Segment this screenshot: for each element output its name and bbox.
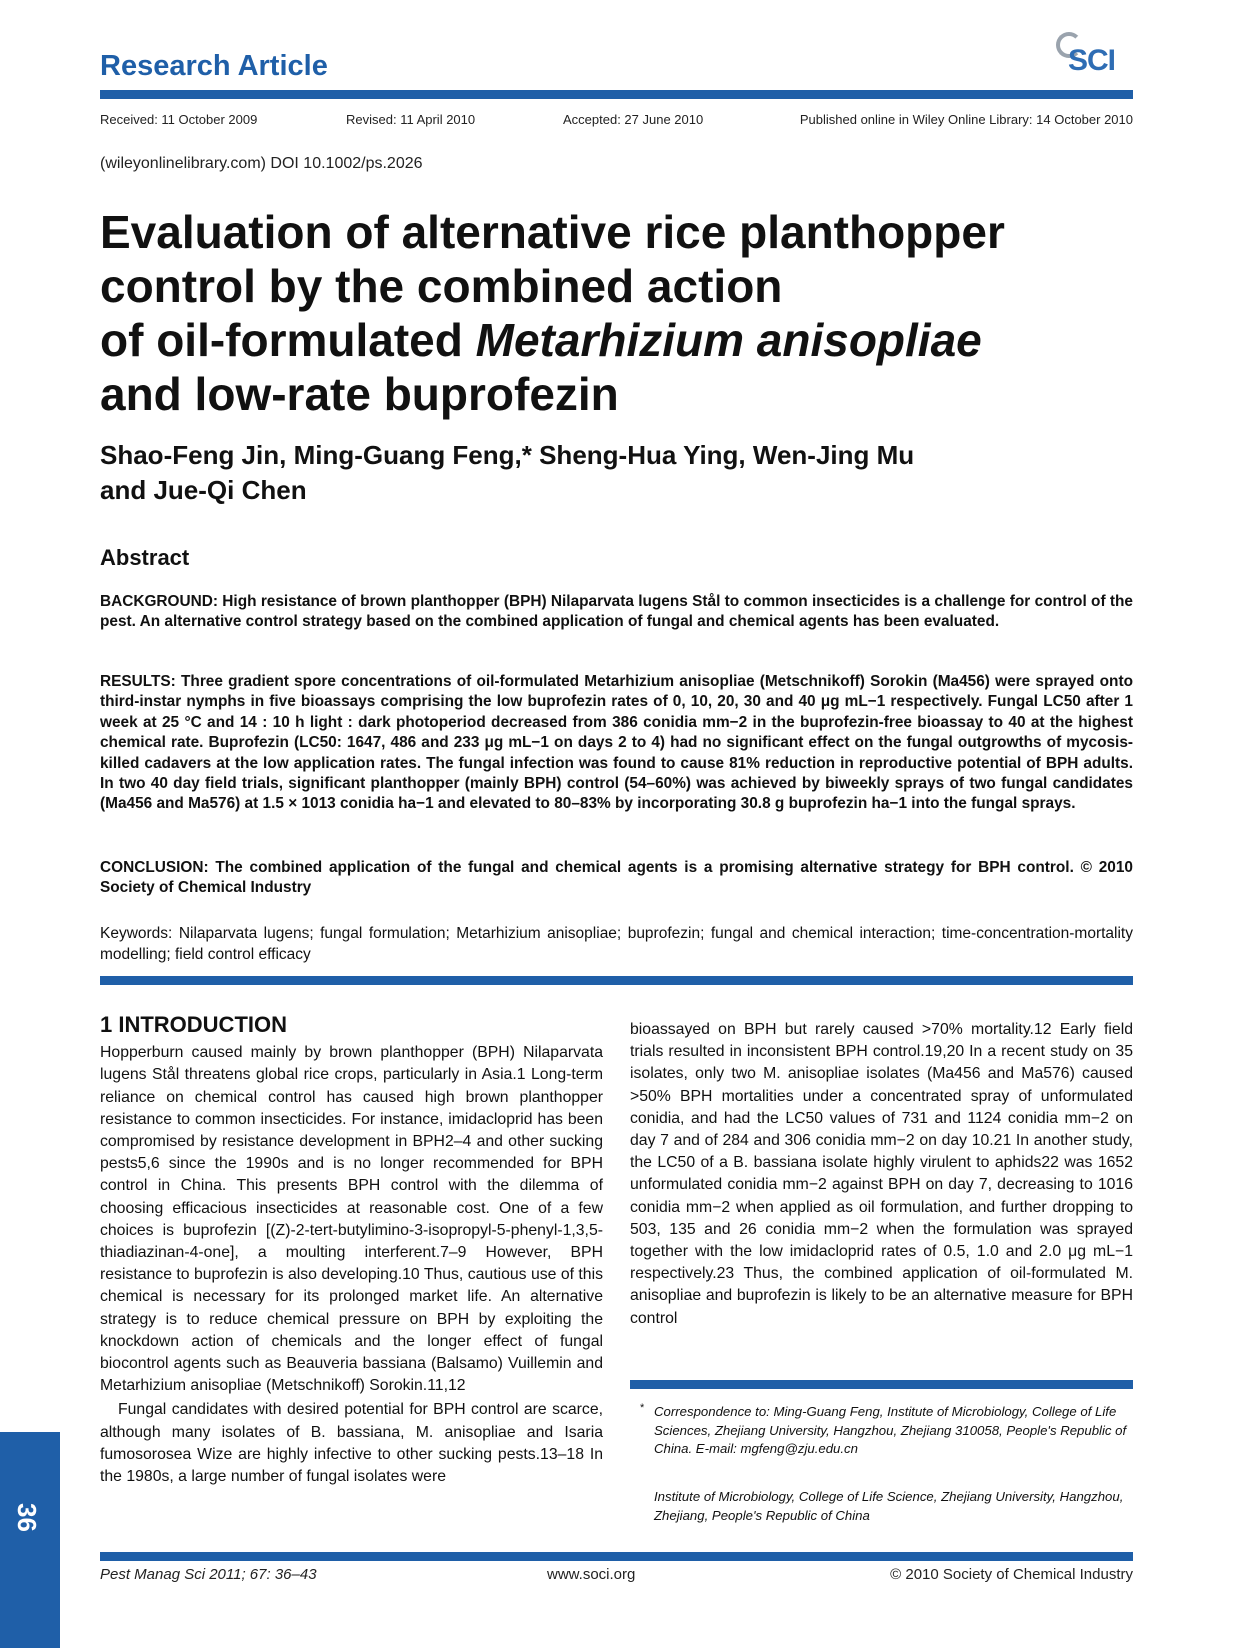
- intro-paragraph-continued: bioassayed on BPH but rarely caused >70% mortality.12 Early field trials resulted in inconsistent BPH control.19,20 In a recent study on 35 isolates, only two M. anisopliae isolates (Ma456 and Ma576) caused >50% BPH mortalities under a concentrated spray of unformulated conidia, and had the LC50 values of 731 and 1124 conidia mm−2 on day 7 and of 284 and 306 conidia mm−2 on day 10.21 In another study, the LC50 of a B. bassiana isolate highly virulent to aphids22 was 1652 unformulated conidia mm−2 against BPH on day 7, decreasing to 1016 conidia mm−2 when applied as oil formulation, and further dropping to 503, 135 and 26 conidia mm−2 when the formulation was sprayed together with the low imidacloprid rates of 0.5, 1.0 and 2.0 μg mL−1 respectively.23 Thus, the combined application of oil-formulated M. anisopliae and buprofezin is likely to be an alternative measure for BPH control: [630, 1021, 1133, 1327]
- title-line-4: and low-rate buprofezin: [100, 368, 619, 420]
- page-number: 36: [11, 1503, 42, 1532]
- page-number-tab: [0, 1432, 60, 1648]
- footnote-mark: *: [640, 1402, 645, 1414]
- article-type-heading: Research Article: [100, 50, 328, 82]
- abstract-results: RESULTS: Three gradient spore concentrations of oil-formulated Metarhizium anisopliae (Metschnikoff) Sorokin (Ma456) were sprayed onto third-instar nymphs in five bioassays comprising the low buprofezin rates of 0, 10, 20, 30 and 40 μg mL−1 respectively. Fungal LC50 after 1 week at 25 °C and 14 : 10 h light : dark photoperiod decreased from 386 conidia mm−2 in the buprofezin-free bioassay to 40 at the highest chemical rate. Buprofezin (LC50: 1647, 486 and 233 μg mL−1 on days 2 to 4) had no significant effect on the fungal outgrowths of mycosis-killed cadavers at the low application rates. The fungal infection was found to cause 81% reduction in reproductive potential of BPH adults. In two 40 day field trials, significant planthopper (mainly BPH) control (54–60%) was achieved by biweekly sprays of two fungal candidates (Ma456 and Ma576) at 1.5 × 1013 conidia ha−1 and elevated to 80–83% by incorporating 30.8 g buprofezin ha−1 into the fungal sprays.: [100, 673, 1133, 813]
- title-line-3: of oil-formulated Metarhizium anisopliae: [100, 314, 982, 366]
- website-link[interactable]: www.soci.org: [547, 1566, 636, 1583]
- sci-logo: [1052, 28, 1132, 84]
- abstract-conclusion: CONCLUSION: The combined application of the fungal and chemical agents is a promising alternative strategy for BPH control. © 2010 Society of Chemical Industry: [100, 859, 1133, 897]
- title-line-1: Evaluation of alternative rice planthopper: [100, 206, 1005, 258]
- received-date: Received: 11 October 2009: [100, 112, 258, 127]
- authors-line-1: Shao-Feng Jin, Ming-Guang Feng,* Sheng-Hua Ying, Wen-Jing Mu: [100, 440, 915, 470]
- intro-paragraph-2: Fungal candidates with desired potential for BPH control are scarce, although many isolates of B. bassiana, M. anisopliae and Isaria fumosorosea Wize are highly infective to other sucking pests.13–18 In the 1980s, a large number of fungal isolates were: [100, 1401, 603, 1486]
- published-date: Published online in Wiley Online Library: 14 October 2010: [799, 112, 1133, 127]
- header-rule: [100, 90, 1133, 99]
- footer-copyright: © 2010 Society of Chemical Industry: [890, 1566, 1133, 1583]
- abstract-bottom-rule: [100, 976, 1133, 985]
- abstract-background: BACKGROUND: High resistance of brown planthopper (BPH) Nilaparvata lugens Stål to common insecticides is a challenge for control of the pest. An alternative control strategy based on the combined application of fungal and chemical agents has been evaluated.: [100, 593, 1133, 631]
- revised-date: Revised: 11 April 2010: [346, 112, 476, 127]
- footnote-rule: [630, 1380, 1133, 1389]
- author-list: [100, 438, 1080, 508]
- abstract-heading: Abstract: [100, 545, 190, 570]
- column-left: [100, 1014, 603, 1488]
- logo-text: SCI: [1068, 44, 1116, 77]
- correspondence-footnote: Correspondence to: Ming-Guang Feng, Institute of Microbiology, College of Life Sciences, Zhejiang University, Hangzhou, Zhejiang 310058, People's Republic of China. E-mail: mgfeng@zju.edu.cn: [654, 1404, 1127, 1456]
- intro-paragraph-1: Hopperburn caused mainly by brown planthopper (BPH) Nilaparvata lugens Stål threatens global rice crops, particularly in Asia.1 Long-term reliance on chemical control has caused high brown planthopper resistance to common insecticides. For instance, imidacloprid has been compromised by resistance development in BPH2–4 and other sucking pests5,6 since the 1990s and is no longer recommended for BPH control in China. This presents BPH control with the dilemma of choosing efficacious insecticides at reasonable cost. One of a few choices is buprofezin [(Z)-2-tert-butylimino-3-isopropyl-5-phenyl-1,3,5-thiadiazinan-4-one], a moulting interferent.7–9 However, BPH resistance to buprofezin is also developing.10 Thus, cautious use of this chemical is necessary for its prolonged market life. An alternative strategy is to reduce chemical pressure on BPH by exploiting the knockdown action of chemicals and the longer effect of fungal biocontrol agents such as Beauveria bassiana (Balsamo) Vuillemin and Metarhizium anisopliae (Metschnikoff) Sorokin.11,12: [100, 1044, 603, 1395]
- accepted-date: Accepted: 27 June 2010: [563, 112, 704, 127]
- keywords: Keywords: Nilaparvata lugens; fungal formulation; Metarhizium anisopliae; buprofezin; fungal and chemical interaction; time-concentration-mortality modelling; field control efficacy: [100, 925, 1133, 963]
- authors-line-2: and Jue-Qi Chen: [100, 475, 307, 505]
- affiliation-footnote: Institute of Microbiology, College of Life Science, Zhejiang University, Hangzhou, Zhejiang, People's Republic of China: [654, 1489, 1124, 1523]
- journal-citation: Pest Manag Sci 2011; 67: 36–43: [100, 1566, 317, 1583]
- footer-rule: [100, 1552, 1133, 1561]
- article-title: [100, 205, 1100, 421]
- title-line-2: control by the combined action: [100, 260, 783, 312]
- intro-heading: 1 INTRODUCTION: [100, 1012, 287, 1037]
- column-right: [630, 1019, 1133, 1330]
- title-species: Metarhizium anisopliae: [475, 314, 982, 366]
- doi-line: (wileyonlinelibrary.com) DOI 10.1002/ps.2026: [100, 155, 423, 172]
